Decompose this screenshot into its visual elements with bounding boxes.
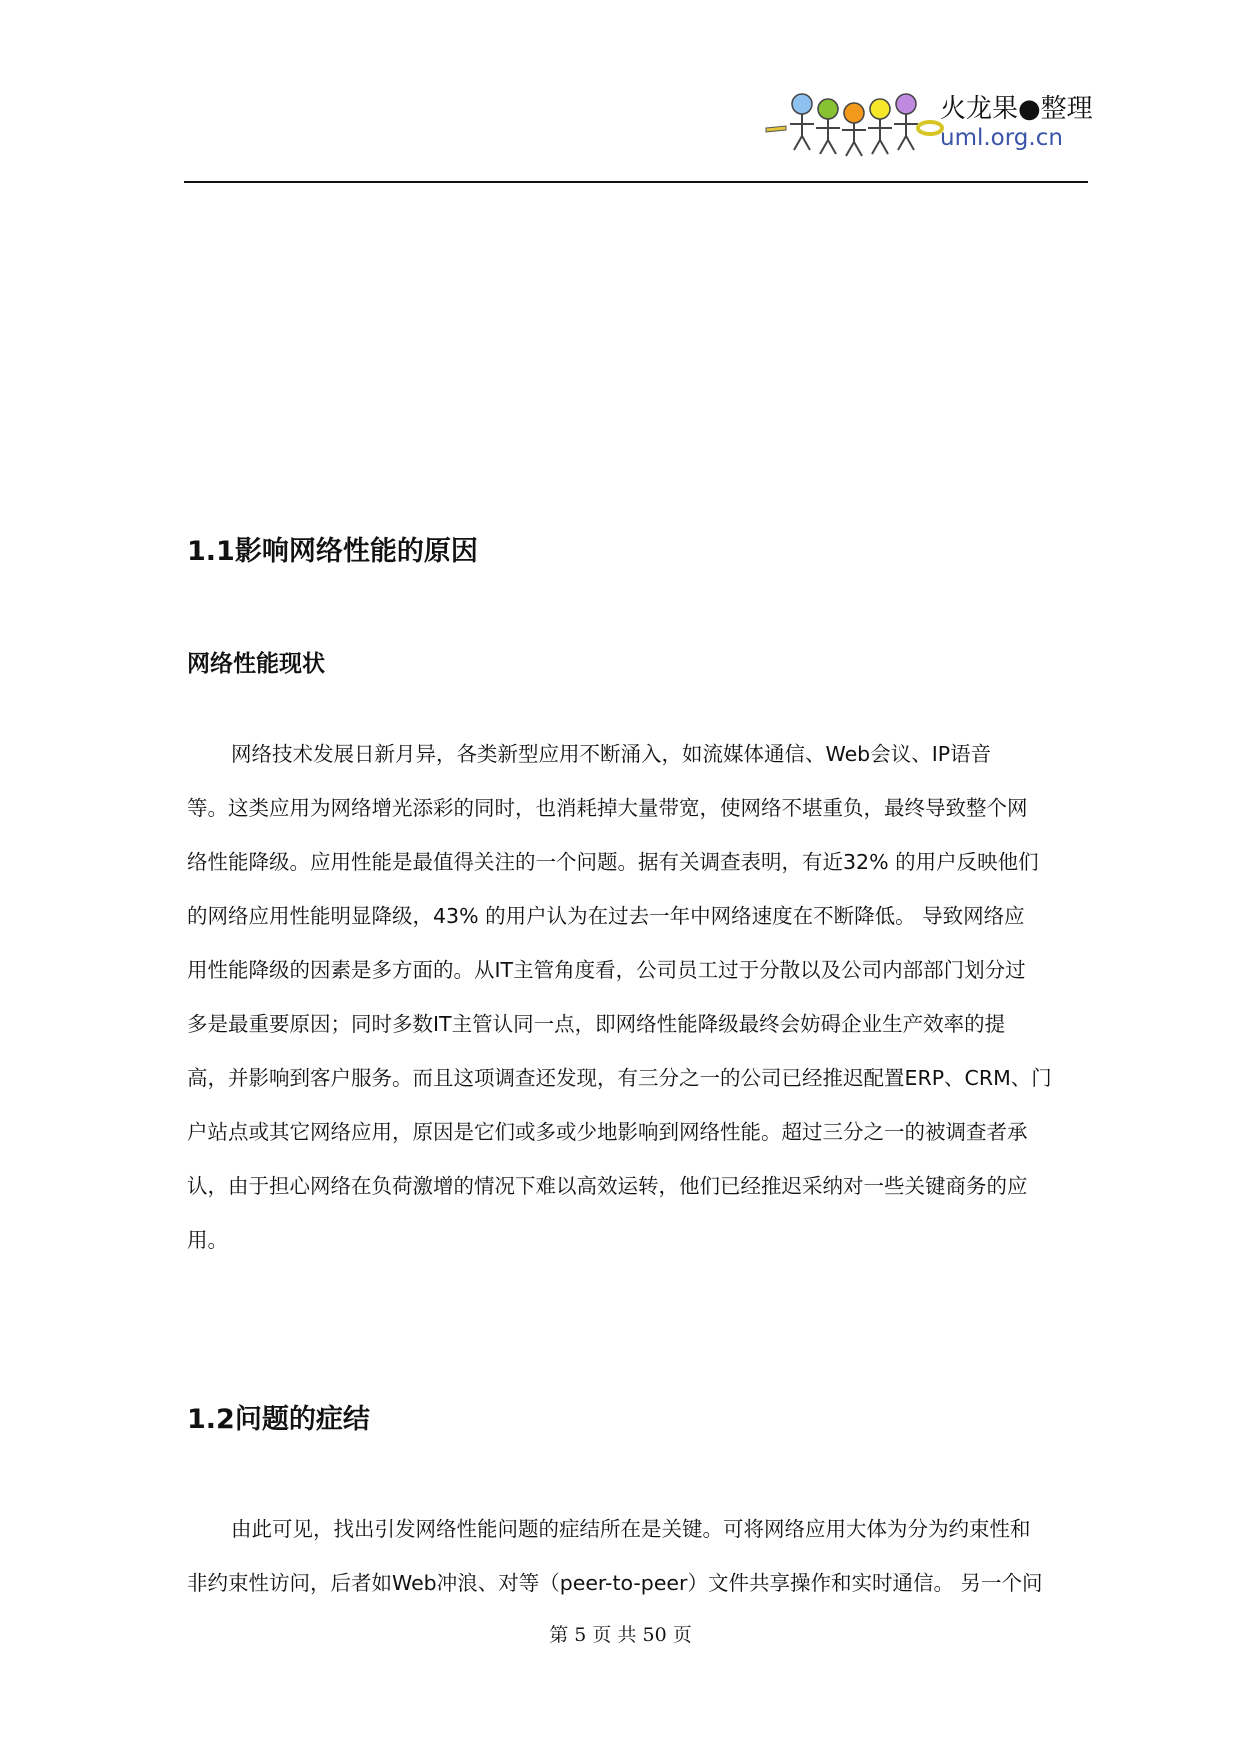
logo-name: 火龙果●整理 [940,94,1093,124]
paragraph-line: 户站点或其它网络应用，原因是它们或多或少地影响到网络性能。超过三分之一的被调查者承 [187,1120,1028,1144]
paragraph-line: 用。 [187,1228,228,1252]
logo-text [940,94,1093,152]
logo-url: uml.org.cn [940,125,1063,151]
section-1-2-title: 1.2问题的症结 [187,1404,370,1435]
section-subtitle: 网络性能现状 [187,651,325,677]
paragraph-line: 络性能降级。应用性能是最值得关注的一个问题。据有关调查表明，有近32% 的用户反映他们 [187,850,1039,874]
paragraph-line: 高，并影响到客户服务。而且这项调查还发现，有三分之一的公司已经推迟配置ERP、CRM、门 [187,1066,1052,1090]
paragraph-line: 等。这类应用为网络增光添彩的同时，也消耗掉大量带宽，使网络不堪重负，最终导致整个网 [187,796,1028,820]
section-1-1-title: 1.1影响网络性能的原因 [187,536,478,567]
section-1-1-paragraph [187,727,1082,1267]
paragraph-line: 多是最重要原因；同时多数IT主管认同一点，即网络性能降级最终会妨碍企业生产效率的提 [187,1012,1006,1036]
paragraph-line: 由此可见，找出引发网络性能问题的症结所在是关键。可将网络应用大体为分为约束性和 [231,1517,1031,1541]
header-divider [184,181,1088,183]
paragraph-line: 非约束性访问，后者如Web冲浪、对等（peer-to-peer）文件共享操作和实时通信。 另一个问 [187,1571,1043,1595]
paragraph-line: 网络技术发展日新月异，各类新型应用不断涌入，如流媒体通信、Web会议、IP语音 [231,742,992,766]
paragraph-line: 的网络应用性能明显降级，43% 的用户认为在过去一年中网络速度在不断降低。 导致网络应 [187,904,1025,928]
section-1-2-paragraph [187,1502,1082,1610]
paragraph-line: 用性能降级的因素是多方面的。从IT主管角度看，公司员工过于分散以及公司内部部门划分过 [187,958,1026,982]
paragraph-line: 认，由于担心网络在负荷激增的情况下难以高效运转，他们已经推迟采纳对一些关键商务的应 [187,1174,1028,1198]
page-number: 第 5 页 共 50 页 [549,1624,692,1646]
